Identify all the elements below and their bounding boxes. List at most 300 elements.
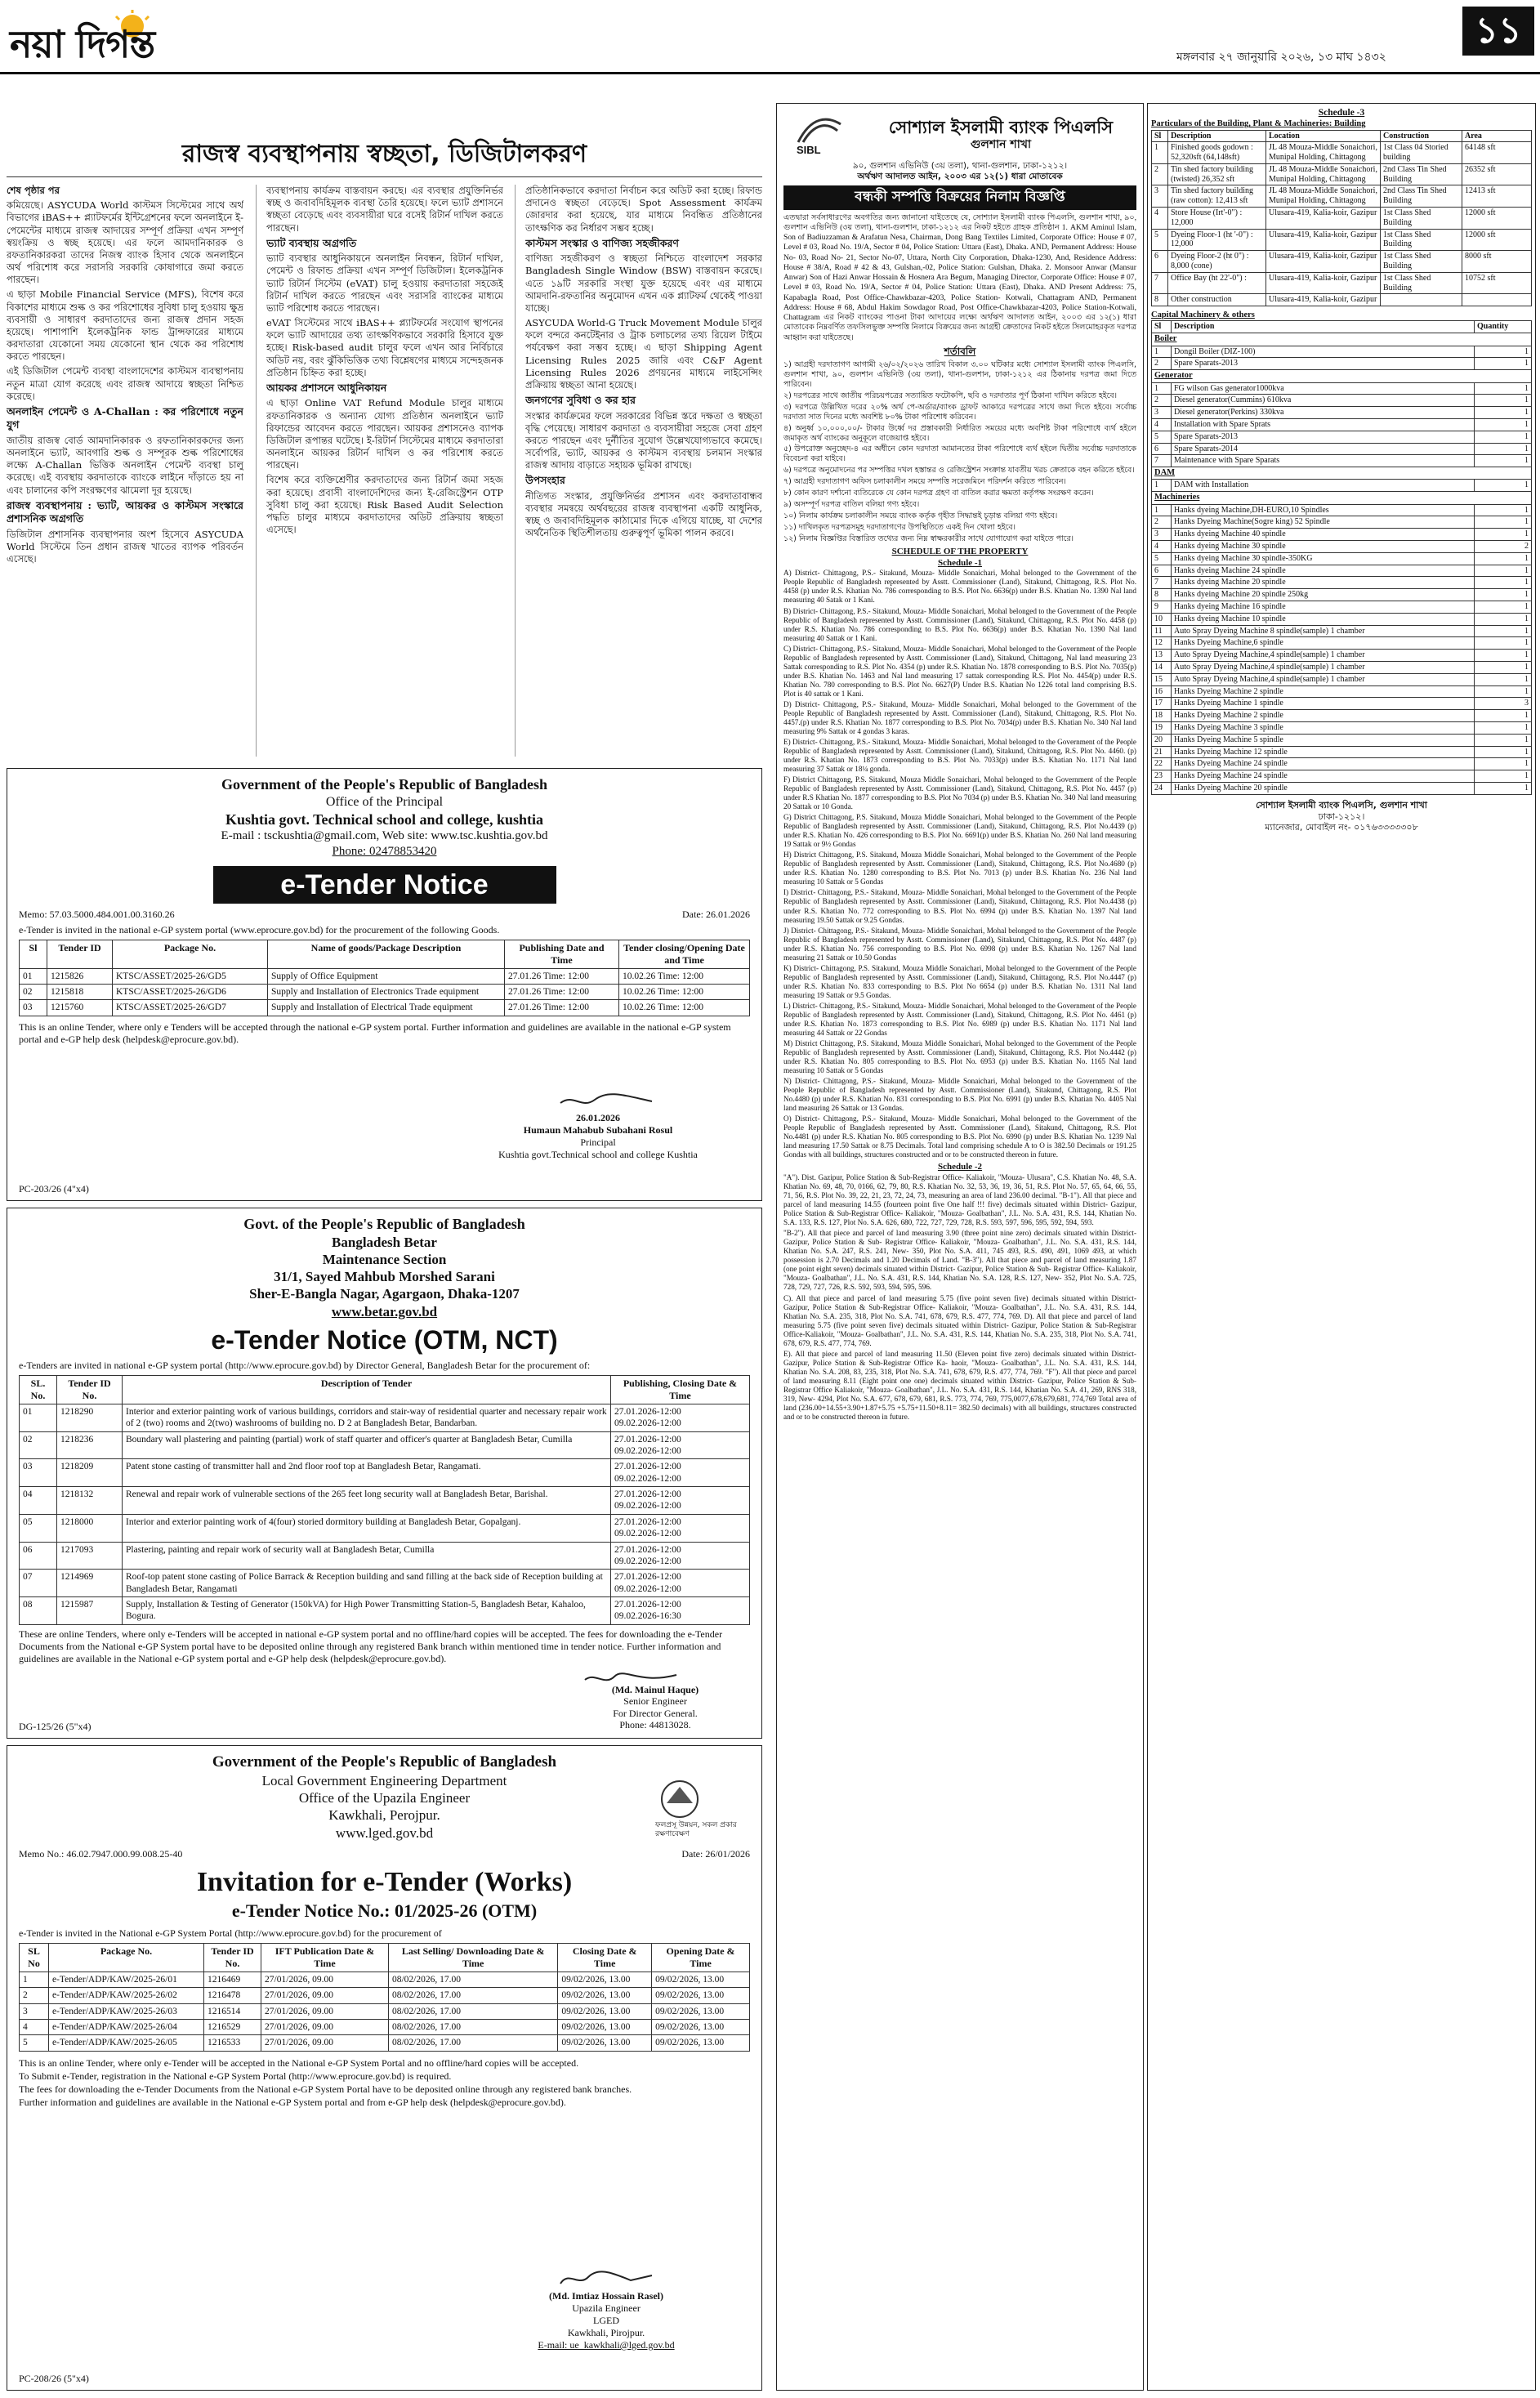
table-cell: 1 [1475,346,1532,358]
table-cell: Hanks Dyeing Machine(Sogre king) 52 Spindle [1172,516,1475,529]
term-item: ১০) নিলাম কার্যক্রম চলাকালীন সময়ে ব্যাংক কর্তৃক গৃহীত সিদ্ধান্তই চূড়ান্ত বলিয়া গণ্য হইবে। [783,511,1058,521]
table-cell: 1 [1475,395,1532,407]
table-cell: 1 [1475,443,1532,455]
table-cell: 1 [1475,358,1532,370]
table-cell: 1 [1475,552,1532,565]
table-cell: 1 [1475,504,1532,516]
footer-city: ঢাকা-১২১২। [1318,810,1365,822]
table-cell: 1 [1475,382,1532,395]
table-cell: 1 [1152,504,1172,516]
table-header [20,940,750,968]
schedule-item: G) District Chittagong, P.S. Sitakund, Mouza Middle Sonaichari, Mohal belonged to the Government of the People Republic of Bangladesh represented by Asstt. Commissioner (Land), Sitakund, Chittagong, R.S. Plot No.4439 (p) under R.S. Khatian No. 426 corresponding to B.S. Plot No. 6691(p) under B.S. Khatian No. 260 Nal land measuring 19 Sattak or 9½ Gondas [783,813,1136,849]
table-cell: 1 [1152,382,1172,395]
table-cell: Plastering, painting and repair work of security wall at Bangladesh Betar, Cumilla [123,1542,611,1570]
newspaper-logo [10,10,198,67]
building-table [1151,130,1532,307]
table-cell: 1216469 [204,1972,261,1987]
table-cell: Auto Spray Dyeing Machine,4 spindle(sample) 1 chamber [1172,650,1475,662]
table-cell: Dongil Boiler (DIZ-100) [1172,346,1475,358]
table-cell: Supply and Installation of Electronics Trade equipment [268,984,505,999]
schedule-1-heading: Schedule -1 [937,557,983,568]
table-row [20,1487,750,1515]
col-header: Package No. [49,1943,204,1972]
notice-title: Invitation for e-Tender (Works) [196,1866,573,1897]
term-item: ২) দরপত্রের সাথে জাতীয় পরিচয়পত্রের সত্যায়িত ফটোকপি, ছবি ও দরদাতার পূর্ণ ঠিকানা দাখিল করিতে হইবে। [783,391,1117,400]
table-cell: 11 [1152,625,1172,637]
table-cell: 14 [1152,662,1172,674]
table-row [1152,758,1532,770]
table-cell: 12000 sft [1462,208,1532,230]
table-row [1152,685,1532,698]
table-cell: 2 [1152,395,1172,407]
table-cell: 20 [1152,734,1172,746]
table-cell: 1215760 [47,1000,113,1016]
table-cell: 10752 sft [1462,272,1532,294]
table-cell: 27/01/2026, 09.00 [261,1988,389,2003]
table-cell: 09/02/2026, 13.00 [652,1972,750,1987]
table-row [1152,455,1532,467]
table-cell: Hanks Dyeing Machine 24 spindle [1172,758,1475,770]
govt-line: Government of the People's Republic of Bangladesh [212,1753,557,1771]
table-row [1152,443,1532,455]
table-cell: 3 [1152,407,1172,419]
table-cell: Diesel generator(Perkins) 330kva [1172,407,1475,419]
table-row [1152,637,1532,650]
table-cell: 03 [20,1459,57,1487]
masthead-rule [0,72,1540,74]
table-row [20,1570,750,1597]
table-cell: 09/02/2026, 13.00 [558,1972,652,1987]
article-subhead: জনগণের সুবিধা ও কর হার [525,394,636,407]
table-cell: Interior and exterior painting work of various buildings, corridors and stair-way of residential quarter and necessary repair work of 2 (two) rooms and 2(two) washrooms of building no. D 2 at Bangladesh Betar, Bandarban. [123,1404,611,1431]
location-line: Kawkhali, Perojpur. [328,1807,440,1824]
col-header: Publishing, Closing Date & Time [611,1375,750,1404]
article-text: বিশেষ করে ব্যক্তিশ্রেণীর করদাতাদের জন্য রিটার্ন জমা সহজ করা হয়েছে। প্রবাসী বাংলাদেশিদের জন্য ই-রেজিস্ট্রেশন OTP সুবিধা চালু করা হয়েছে। Risk Based Audit Selection পদ্ধতি চালুর মাধ্যমে করদাতাদের অডিট প্রক্রিয়ায় স্বচ্ছতা এসেছে। [266,474,503,536]
table-cell: JL 48 Mouza-Middle Sonaichori, Munipal Holding, Chittagong [1266,163,1381,185]
table-cell: 1216529 [204,2019,261,2034]
table-cell: 8 [1152,589,1172,601]
table-cell: 5 [1152,552,1172,565]
table-row [1152,142,1532,164]
article-text: ডিজিটাল প্রশাসনিক ব্যবস্থাপনার অংশ হিসেবে ASYCUDA World সিস্টেমে তিন প্রধান রাজস্ব খাতের ব্যাপক পরিবর্তন এসেছে। [7,528,243,565]
table-cell: 1st Class Shed Building [1381,229,1462,251]
table-cell: e-Tender/ADP/KAW/2025-26/01 [49,1972,204,1987]
table-cell: 6 [1152,251,1168,273]
schedule-footer: সোশ্যাল ইসলামী ব্যাংক পিএলসি, গুলশান শাখা [1256,799,1427,810]
memo: Memo No.: 46.02.7947.000.99.008.25-40 [19,1847,183,1860]
table-cell: 10.02.26 Time: 12:00 [619,968,750,984]
article-text: এ ছাড়া Mobile Financial Service (MFS), বিশেষ করে বিকাশের মাধ্যমে শুল্ক ও কর পরিশোধের সুবিধা চালু হওয়ায় ক্ষুদ্র ব্যবসায়ী ও সাধারণ করদাতাদের জন্য রাজস্ব প্রদান সহজ হয়েছে। পাশাপাশি ইলেকট্রনিক ফান্ড ট্রান্সফারের মাধ্যমে করদাতারা যেকোনো সময় যেকোনো স্থান থেকে কর পরিশোধ করতে পারছেন। [7,288,243,363]
col-header: Location [1266,130,1381,142]
table-cell: 27/01/2026, 09.00 [261,1972,389,1987]
memo: Memo: 57.03.5000.484.001.00.3160.26 [19,908,175,920]
table-cell: 1st Class Shed Building [1381,251,1462,273]
schedule-item: N) District- Chittagong, P.S.- Sitakund, Mouza- Middle Sonaichari, Mohal belonged to the Government of the People Republic of Bangladesh represented by Asstt. Commissioner (Land), Sitakund, Chittagong, R.S. Plot No.4480 (p) under R.S. Khatian No. 831 corresponding to B.S. Plot No. 6991 (p) under B.S. Khatian No. 4405 Nal land measuring 26 Sattak or 13 Gondas. [783,1077,1136,1113]
office-line: Office of the Upazila Engineer [298,1790,471,1806]
article-subhead: কাস্টমস সংস্কার ও বাণিজ্য সহজীকরণ [525,236,679,249]
bank-name: সোশ্যাল ইসলামী ব্যাংক পিএলসি [888,118,1114,138]
table-cell: 27.01.2026-12:00 09.02.2026-12:00 [611,1514,750,1542]
table-cell: 1 [1475,673,1532,685]
col-header: Tender ID No. [204,1943,261,1972]
institution-line: Kushtia govt. Technical school and college, kushtia [225,810,544,828]
schedule-3-subtitle: Particulars of the Building, Plant & Machineries: Building [1151,119,1366,129]
table-cell: 1214969 [57,1570,123,1597]
table-cell: 01 [20,1404,57,1431]
table-cell: 27.01.2026-12:00 09.02.2026-12:00 [611,1459,750,1487]
table-cell: 4 [1152,208,1168,230]
table-cell: JL 48 Mouza-Middle Sonaichori, Munipal Holding, Chittagong [1266,142,1381,164]
table-cell: 09/02/2026, 13.00 [558,2035,652,2051]
col-header: Closing Date & Time [558,1943,652,1972]
auction-intro: এতদ্বারা সর্বসাধারণের অবগতির জন্য জানানো যাইতেছে যে, সোশ্যাল ইসলামী ব্যাংক পিএলসি, গুলশান শাখা, ৯০, গুলশান এভিনিউ (৩য় তলা), থানা-গুলশান, ঢাকা-১২১২ এর নিকট হইতে গ্রাহক প্রতিষ্ঠান 1. AKM Aminul Islam, Son of Badiuzzaman & Arafatun Nesa, Chairman, Dong Bang Textiles Limited, Corporate Office: House # 07, Level # 03, Road No. 19/A, Sector # 04, Police Station: Uttara (East), Dhaka. AND, Permanent Address: House No- 03, Road No- 21, Sector No-07, Uttara, North City Corporation, Dhaka-1230, And, Residence Address: House # 38/A, Road # 42 & 43, Gulshan,-02, Police Station: Gulshan, Dhaka. 2. Monsoor Anwar (Mansur Anwar) Son of Hazi Anwar Hossain & Hosnera Ara Begum, Managing Director, Corporate Office: House # 07, Level # 03, Road No. 19/A, Sector # 04, Police Station: Uttara (East), Dhaka. AND Present Address: 75, Kapabagla Road, Post Office-Chawkbazar-4203, Police Station- Kotwali, Chattagram AND, Permanent Address: House # 68, Abdul Hakim Sowdagor Road, Post Office-Chawkbazar-4203, Police Station-Kotwali, Chattagram এর নিকট ব্যাংকের পাওনা টাকা আদায়ের লক্ষ্যে অর্থঋণ আদালত আইন, ২০০৩ এর ১২(১) ধারা মোতাবেক নিম্নবর্ণিত তফসিলভুক্ত সম্পত্তি নিলামে বিক্রয়ের জন্য আগ্রহী ক্রেতাদের নিকট হইতে সিলমোহরকৃত দরপত্র আহ্বান করা যাইতেছে। [783,212,1136,342]
table-cell: 03 [20,1000,47,1016]
office-line: Office of the Principal [325,794,444,809]
table-cell: Dyeing Floor-1 (ht '-0") : 12,000 [1168,229,1266,251]
table-cell: KTSC/ASSET/2025-26/GD5 [113,968,268,984]
table-cell: 1215818 [47,984,113,999]
table-cell: 04 [20,1487,57,1515]
term-item: ১২) নিলাম বিজ্ঞপ্তির বিস্তারিত তথ্যের জন্য নিম্ন স্বাক্ষরকারীর সাথে যোগাযোগ করা যাইতে পারে। [783,534,1074,543]
table-cell: Store House (Irt'-0") : 12,000 [1168,208,1266,230]
table-row [1152,552,1532,565]
col-header: Description [1172,321,1475,333]
table-cell: 15 [1152,673,1172,685]
bank-header [783,109,1136,161]
table-cell: e-Tender/ADP/KAW/2025-26/02 [49,1988,204,2003]
table-cell: Hanks Dyeing Machine,6 spindle [1172,637,1475,650]
table-cell: e-Tender/ADP/KAW/2025-26/05 [49,2035,204,2051]
table-cell: 22 [1152,758,1172,770]
table-row [1152,650,1532,662]
table-cell: 01 [20,968,47,984]
table-row [20,1542,750,1570]
table-cell: DAM with Installation [1172,480,1475,492]
signatory-name: (Md. Mainul Haque) [611,1684,699,1695]
section-name: Boiler [1152,333,1532,346]
schedule-heading: SCHEDULE OF THE PROPERTY [891,546,1029,556]
signature-date: 26.01.2026 [576,1112,620,1123]
article-text: কমিয়েছে। ASYCUDA World কাস্টমস সিস্টেমের সাথে অর্থ বিভাগের iBAS++ প্ল্যাটফর্মের ইন্টিগ্রেশনের ফলে অনলাইনে ই-পেমেন্টের মাধ্যমে রাজস্ব আদায়ের সম্পূর্ণ প্রক্রিয়া এখন সম্পূর্ণ স্বয়ংক্রিয় ও স্বচ্ছ হয়েছে। এর ফলে আমদানিকারক ও রফতানিকারকরা তাদের নিজস্ব ব্যাংক হিসাব থেকে অনলাইনে অর্থ পরিশোধ করে সরাসরি সরকারি কোষাগারে জমা করতে পারছেন। [7,199,243,286]
notice-subtitle: e-Tender Notice No.: 01/2025-26 (OTM) [231,1900,538,1922]
date-line: মঙ্গলবার ২৭ জানুয়ারি ২০২৬, ১৩ মাঘ ১৪৩২ [1176,51,1386,64]
table-cell: 2nd Class Tin Shed Building [1381,163,1462,185]
term-item: ১) আগ্রহী দরদাতাগণ আগামী ২৬/০২/২০২৬ তারিখ বিকাল ৩.০০ ঘটিকার মধ্যে সোশ্যাল ইসলামী ব্যাংক পিএলসি, গুলশান শাখা, ৯০, গুলশান এভিনিউ (৩য় তলা), থানা-গুলশান, ঢাকা-১২১২ এর ঠিকানায় দরপত্র জমা দিতে পারিবেন। [783,359,1136,389]
footer-note: This is an online Tender, where only e Tenders will be accepted through the national e-GP system portal. Further information and guidelines are available in the national e-GP system portal and e-GP help desk (helpdesk@eprocure.gov.bd). [19,1020,731,1045]
table-cell: 10.02.26 Time: 12:00 [619,984,750,999]
term-item: ৯) অসম্পূর্ণ দরপত্র বাতিল বলিয়া গণ্য হইবে। [783,500,920,510]
schedule-item: K) District- Chittagong, P.S. Sitakund, Mouza Middle Sonaichari, Mohal belonged to the Government of the People Republic of Bangladesh represented by Asstt. Commissioner (Land), Sitakund, Chittagong, R.S. Plot No.4447 (p) under R.S. Khatian No. 833 corresponding to B.S. Plot No 6654 (p) under B.S. Khatian No. 1311 Nal land measuring 19 Sattak or 9.5 Gondas. [783,963,1136,999]
schedule-item: E) District- Chittagong, P.S.- Sitakund, Mouza- Middle Sonaichari, Mohal belonged to the Government of the People Republic of Bangladesh represented by Asstt. Commissioner (Land), Sitakund, Chittagong, R.S. Plot No. 4460. (p) under R.S. Khatian No. 1873 corresponding to B.S. Plot No. 7033(p) under B.S. Khatian No. 1171 Nal land measuring 37 Sattak or 18¼ gonda. [783,737,1136,774]
sibl-logo [783,113,857,157]
betar-tender-notice [7,1208,762,1739]
article [7,139,762,760]
term-item: ৬) দরপত্রে অনুমোদনের পর সম্পত্তির দখল হস্তান্তর ও রেজিস্ট্রেশন সংক্রান্ত যাবতীয় খরচ ক্রেতাকে বহন করিতে হইবে। [783,466,1135,476]
table-cell: 1 [1475,734,1532,746]
article-subhead: অনলাইন পেমেন্ট ও A-Challan : কর পরিশোধে নতুন যুগ [7,404,243,431]
table-cell: Hanks dyeing Machine 20 spindle [1172,577,1475,589]
col-header: Description [1168,130,1266,142]
table-row [20,1514,750,1542]
table-cell: 4 [20,2019,49,2034]
table-cell: Renewal and repair work of vulnerable sections of the 265 feet long security wall at Bangladesh Betar, Barishal. [123,1487,611,1515]
table-cell: Hanks dyeing Machine 24 spindle [1172,565,1475,577]
table-row [20,2035,750,2051]
table-cell: 09/02/2026, 13.00 [558,1988,652,2003]
sibl-logo-icon [795,113,844,145]
article-text: এই ডিজিটাল পেমেন্ট ব্যবস্থা বাংলাদেশের কাস্টমস ব্যবস্থাপনায় নতুন মাত্রা যোগ করেছে এবং রাজস্ব আদায়ে স্বচ্ছতা নিশ্চিত করেছে। [7,365,243,402]
col-header: Area [1462,130,1532,142]
headline-rule [7,176,762,177]
table-cell: 1217093 [57,1542,123,1570]
table-row [1152,770,1532,783]
section-name: Generator [1152,370,1532,382]
table-cell: 4 [1152,418,1172,431]
article-column-1 [7,185,243,757]
table-cell: Boundary wall plastering and painting (partial) work of staff quarter and officer's quarter at Bangladesh Betar, Cumilla [123,1431,611,1459]
table-cell: 7 [1152,272,1168,294]
table-cell: e-Tender/ADP/KAW/2025-26/04 [49,2019,204,2034]
signatory-title: Upazila Engineer [572,2302,641,2314]
logo-caption: ফলপ্রসূ উন্নয়ন, সকল প্রকার রক্ষণাবেক্ষণ [655,1821,737,1839]
table-row [20,1000,750,1016]
table-cell: 1 [1475,577,1532,589]
signatory-for: For Director General. [613,1707,698,1719]
table-cell: 6 [1152,443,1172,455]
table-cell: Ulusara-419, Kalia-koir, Gazipur [1266,229,1381,251]
article-column-2 [266,185,503,757]
table-row [1152,382,1532,395]
table-cell: Spare Sparats-2014 [1172,443,1475,455]
intro: e-Tenders are invited in national e-GP system portal (http://www.eprocure.gov.bd) by Director General, Bangladesh Betar for the procurement of: [19,1359,591,1371]
lged-tender-notice [7,1745,762,2391]
schedule-item: "B-2"). All that piece and parcel of land measuring 3.90 (three point nine zero) decimals situated within District- Gazipur, Police Station & Sub- Registrar Office- Kaliakoir, "Mouza- Goalbathan", J.L. No. S.A. 431, R.S. 144, Khatian No. S.A. 247, R.S. 241, New- 350, Plot No. S.A. 411, 745 493, R.S. 490, 491, 1069 493, at which possession is 2.70 Decimals and 1.20 Decimals of Land. "B-3"). All that piece and parcel of land measuring 1.87 (one point eight seven) decimals situated within District- Gazipur, Police Station & Sub- Registrar Office- Kaliakoir, "Mouza- Goalbathan", J.L. No. S.A. 431, R.S. 144, Khatian No. S.A. 128, R.S. 127, New- 352, Plot No. S.A. 725, 728, 729, 727, 726, R.S. 592, 593, 594, 595, 596. [783,1229,1136,1292]
page-number: ১১ [1462,7,1534,56]
schedule-item: F) District Chittagong, P.S. Sitakund, Mouza Middle Sonaichari, Mohal belonged to the Government of the People Republic of Bangladesh represented by Asstt. Commissioner (Land), Sitakund, Chittagong, R.S. Plot No. 4457 (p) under R.S Khatian No. 1877 corresponding to B.S. Plot No 7034 (p) under B.S. Khatian No. 340 Nal land measuring 20 Sattak or 10 Gonda. [783,775,1136,811]
table-cell: Supply, Installation & Testing of Generator (150kVA) for High Power Transmitting Station-5, Bangladesh Betar, Kahaloo, Bogura. [123,1597,611,1625]
table-row [1152,208,1532,230]
table-row [1152,395,1532,407]
table-cell: 4 [1152,541,1172,553]
masthead [0,0,1540,90]
table-cell: 10 [1152,613,1172,625]
table-cell: 9 [1152,601,1172,614]
table-cell: 1218236 [57,1431,123,1459]
table-row [1152,782,1532,794]
table-cell: Supply and Installation of Electrical Trade equipment [268,1000,505,1016]
term-item: ১১) দাখিলকৃত দরপত্রসমূহ দরদাতাগণের উপস্থিতিতে একই দিন খোলা হইবে। [783,523,1016,533]
schedule-item: B) District- Chittagong, P.S.- Sitakund, Mouza- Middle Sonaichari, Mohal belonged to the Government of the People Republic of Bangladesh represented by Asstt. Commissioner (Land), Sitakund, Chittagong, R.S. Plot No. 4458 (p) under R.S. Khatian No. 786 corresponding to B.S. Plot No. 6636(p) under B.S. Khatian No. 1390 Nal land measuring 40 Sattak or 1 Kani. [783,606,1136,642]
table-row [1152,734,1532,746]
section-row [1152,370,1532,382]
column-divider [515,185,516,757]
signatory-org: Kushtia govt.Technical school and college Kushtia [498,1149,698,1160]
table-cell: Finished goods godown : 52,320sft (64,148sft) [1168,142,1266,164]
table-row [20,968,750,984]
table-cell: 1 [1475,650,1532,662]
phone-line: Phone: 02478853420 [332,844,437,858]
table-row [1152,746,1532,758]
website-line: www.lged.gov.bd [335,1824,434,1841]
table-cell: 1216514 [204,2003,261,2019]
intro: e-Tender is invited in the national e-GP system portal (www.eprocure.gov.bd) for the procurement of the following Goods. [19,923,500,936]
table-cell: KTSC/ASSET/2025-26/GD6 [113,984,268,999]
col-header: Name of goods/Package Description [268,940,505,968]
table-cell: 1 [1152,346,1172,358]
table-cell: Maintenance with Spare Sparats [1172,455,1475,467]
footer-note: This is an online Tender, where only e-Tender will be accepted in the National e-GP System Portal and no offline/hard copies will be accepted. [19,2056,579,2069]
table-cell: 27/01/2026, 09.00 [261,2019,389,2034]
signature-mark [557,2269,655,2289]
bank-address: ৯০, গুলশান এভিনিউ (৩য় তলা), থানা-গুলশান, ঢাকা-১২১২। [852,161,1068,171]
table-row [1152,431,1532,443]
address-line: 31/1, Sayed Mahbub Morshed Sarani [274,1269,495,1284]
table-row [1152,480,1532,492]
table-cell: 26352 sft [1462,163,1532,185]
table-cell: Hanks Dyeing Machine 2 spindle [1172,685,1475,698]
schedule-item: H) District Chittagong, P.S. Sitakund, Mouza Middle Sonaichari, Mohal belonged to the Government of the People Republic of Bangladesh represented by Asstt. Commissioner (Land), Sitakund, Chittagong, R.S. Plot No.4680 (p) under R.S. Khatian No. 1280 corresponding to B.S. Plot No. 7013 (p) under B.S. Khatian No. 236 Nal land measuring 10 Sattak or 5 Gondas [783,851,1136,886]
notice-date: Date: 26/01/2026 [681,1847,750,1860]
article-text: ASYCUDA World-G Truck Movement Module চালুর ফলে বন্দরে কনটেইনার ও ট্রাক চলাচলের তথ্য রিয়েল টাইমে পর্যবেক্ষণ করা সম্ভব হচ্ছে। এ ছাড়া Shipping Agent Licensing Rules 2025 জারি এবং C&F Agent Licensing Rules 2026 প্রণয়নের মাধ্যমে লাইসেন্সিং প্রক্রিয়ায় স্বচ্ছতা আনা হয়েছে। [525,317,762,391]
table-cell: 27.01.26 Time: 12:00 [505,984,619,999]
table-cell: 1 [1152,142,1168,164]
table-row [1152,504,1532,516]
schedule-item: O) District- Chittagong, P.S.- Sitakund, Mouza- Middle Sonaichari, Mohal belonged to the Government of the People Republic of Bangladesh represented by Asstt. Commissioner (Land), Sitakund, Chittagong, R.S. Plot No.4481 (p) under R.S. Khatian No. 805 corresponding to B.S. Plot No. 6990 (p) under B.S. Khatian No. 1239 Nal land measuring 17.50 Sattak or 8.75 Decimals. Total land comprising schedule A to O is 382.50 Decimals or 191.25 Gondas with all buildings, structures constructed and or to be constructed thereon in future. [783,1114,1136,1159]
article-text: eVAT সিস্টেমের সাথে iBAS++ প্ল্যাটফর্মের সংযোগ স্থাপনের ফলে ভ্যাট আদায়ের তথ্য তাৎক্ষণিকভাবে সরকারি হিসাবে যুক্ত হচ্ছে। Risk-based audit চালুর ফলে এখন আর নির্বিচারে অডিট নয়, বরং ঝুঁকিভিত্তিক তথ্য বিশ্লেষণের মাধ্যমে সন্দেহজনক প্রতিষ্ঠান চিহ্নিত করা হচ্ছে। [266,317,503,378]
table-cell: 1st Class Shed Building [1381,208,1462,230]
signatory-title: Senior Engineer [623,1695,687,1708]
schedule-2-list [783,1173,1136,1422]
term-item: ৫) উপরোক্ত অনুচ্ছেদ-৪ এর অধীনে কোন দরদাতা আমানতের টাকা পরিশোধে ব্যর্থ হইলে দ্বিতীয় সর্বোচ্চ দরদাতাকে বিবেচনা করা যাইবে। [783,444,1136,464]
footer-contact: ম্যানেজার, মোবাইল নং- ০১৭৬৩৩৩৩৩০৮ [1265,822,1418,833]
schedule-item: E). All that piece and parcel of land measuring 11.50 (Eleven point five zero) decimals situated within District- Gazipur, Police Station & Sub-Registrar Office Ka- haoir, "Mouza- Goalbathan", J.L. No. S.A. 431, R.S. 144, Khatian No. S.A. 208, 83, 235, 318, Plot No. S.A. 741, 678, 679, R.S. 477, 774, 769. "F"). All that piece and parcel of land measuring 8.11 (Eight point one one) decimals situated within District- Gazipur, Police Station & Sub-Registrar Office Kaliakoir, "Mouza- Goalbathan", J.L. No. S.A. 431, R.S. 144, Khatian No. S.A. 41, 269, RNS 318, 319, New- 4294, Plot No. S.A. 677, 678, 679, 681, R.S. 773, 774, 769, 775,0077,678,679,681, 774,769 Total area of land (236.00+14.55+3.90+1.87+5.75 +5.75+11.50+8.11= 382.50 decimals) with all buildings, structures constructed and or to be constructed thereon in future. [783,1349,1136,1421]
logo-text: SIBL [797,144,821,156]
table-cell: Hanks dyeing Machine 20 spindle 250kg [1172,589,1475,601]
table-cell: 27.01.2026-12:00 09.02.2026-12:00 [611,1404,750,1431]
article-text: বাণিজ্য সহজীকরণ ও স্বচ্ছতা নিশ্চিতে বাংলাদেশ সরকার Bangladesh Single Window (BSW) বাস্তবায়ন করেছে। এতে ১৯টি সরকারি সংস্থা যুক্ত হয়েছে এবং এর মাধ্যমে আমদানি-রফতানির অনুমোদন এখন এক প্ল্যাটফর্ম থেকেই পাওয়া যাচ্ছে। [525,252,762,314]
table-cell: Hanks dyeing Machine 16 spindle [1172,601,1475,614]
table-row [1152,673,1532,685]
schedule-3 [1147,103,1536,2391]
table-cell: 27.01.2026-12:00 09.02.2026-16:30 [611,1597,750,1625]
footer-note: To Submit e-Tender, registration in the National e-GP System Portal (http://www.eprocure.gov.bd) is required. [19,2070,452,2082]
article-text: ভ্যাট ব্যবস্থার আধুনিকায়নে অনলাইন নিবন্ধন, রিটার্ন দাখিল, পেমেন্ট ও রিফান্ড প্রক্রিয়া এখন সম্পূর্ণ ডিজিটাল। ইলেকট্রনিক ভ্যাট রিটার্ন সিস্টেম (eVAT) চালু হওয়ায় করদাতারা সহজেই রিটার্ন দাখিল করতে পারছেন এবং সরাসরি ব্যাংকের মাধ্যমে ভ্যাট পরিশোধ করতে পারছেন। [266,252,503,314]
table-cell: 3 [1475,698,1532,710]
table-cell: 2 [1152,516,1172,529]
table-cell: 8 [1152,294,1168,306]
table-row [20,1988,750,2003]
table-row [20,2019,750,2034]
table-row [1152,710,1532,722]
table-cell: 17 [1152,698,1172,710]
table-cell: 05 [20,1514,57,1542]
table-cell: 5 [1152,431,1172,443]
table-cell: 64148 sft [1462,142,1532,164]
footer-note: These are online Tenders, where only e-Tenders will be accepted in national e-GP system portal and no offline/hard copies will be accepted. The fees for downloading the e-Tender Documents from the National e-GP System portal have to be deposited online through any registered Bank branch within mentioned time in tender notice. Further information and guidelines are available in the National e-GP system portal and e-GP help desk (helpdesk@eprocure.gov.bd). [19,1628,723,1664]
table-cell: Ulusara-419, Kalia-koir, Gazipur [1266,294,1381,306]
signature-mark [557,1092,655,1110]
table-cell: Patent stone casting of transmitter hall and 2nd floor roof top at Bangladesh Betar, Rangamati. [123,1459,611,1487]
table-cell: Auto Spray Dyeing Machine,4 spindle(sample) 1 chamber [1172,673,1475,685]
table-cell: Hanks Dyeing Machine 5 spindle [1172,734,1475,746]
table-cell: 1 [1475,770,1532,783]
article-subhead: উপসংহার [525,474,565,487]
table-cell: Dyeing Floor-2 (ht 0") : 8,000 (cone) [1168,251,1266,273]
contact-line: E-mail : tsckushtia@gmail.com, Web site: www.tsc.kushtia.gov.bd [221,829,548,842]
govt-line: Govt. of the People's Republic of Bangladesh [243,1216,525,1232]
logo-text: নয়া দিগন্ত [10,22,155,66]
table-cell: 27.01.2026-12:00 09.02.2026-12:00 [611,1487,750,1515]
table-cell: 16 [1152,685,1172,698]
table-cell: 1 [1475,601,1532,614]
table-row [1152,541,1532,553]
table-row [20,1459,750,1487]
table-cell: 1216478 [204,1988,261,2003]
table-cell: Hanks Dyeing Machine 3 spindle [1172,721,1475,734]
table-row [20,2003,750,2019]
table-cell: 1 [1475,529,1532,541]
col-header: Sl [1152,321,1172,333]
table-cell: 1 [1475,407,1532,419]
table-cell: 1 [1152,480,1172,492]
table-cell: 1215826 [47,968,113,984]
term-item: ৩) দরপত্রে উল্লিখিত দরের ২০% অর্থ পে-অর্ডার/ব্যাংক ড্রাফট আকারে দরপত্রের সাথে জমা দিতে হইবে। সর্বোচ্চ দরদাতা সাত দিনের মধ্যে অবশিষ্ট ৮০% টাকা পরিশোধ করিবেন। [783,402,1136,422]
ad-code: PC-208/26 (5"x4) [19,2373,89,2384]
table-header [1152,321,1532,333]
signatory-email: E-mail: ue_kawkhali@lged.gov.bd [538,2339,675,2351]
machinery-table [1151,320,1532,794]
section-line: Maintenance Section [322,1251,447,1267]
table-cell: 5 [1152,229,1168,251]
table-row [1152,613,1532,625]
article-column-3 [525,185,762,757]
dept-line: Local Government Engineering Department [261,1772,507,1788]
table-cell: Ulusara-419, Kalia-koir, Gazipur [1266,272,1381,294]
footer-note: Further information and guidelines are available in the National e-GP System portal and from e-GP help desk (helpdesk@eprocure.gov.bd). [19,2097,566,2109]
table-row [20,1404,750,1431]
signatory-phone: Phone: 44813028. [619,1719,691,1731]
table-cell: 1 [1475,516,1532,529]
col-header: SL. No. [20,1375,57,1404]
tender-table [19,940,750,1016]
table-row [1152,589,1532,601]
table-row [1152,294,1532,306]
schedule-1-list [783,569,1136,1159]
table-row [20,1972,750,1987]
table-cell: 1 [1475,662,1532,674]
table-cell: 1218209 [57,1459,123,1487]
table-cell: 1 [1475,710,1532,722]
table-cell: 1 [1475,613,1532,625]
table-cell: Spare Sparats-2013 [1172,358,1475,370]
column-divider [256,185,257,757]
table-cell: 1 [1475,685,1532,698]
term-item: ৪) অনুর্ধ্ব ১০,০০০,০০/- টাকার উর্ধ্বে দর প্রস্তাবকারী নির্ধারিত সময়ের মধ্যে অবশিষ্ট টাকা পরিশোধে ব্যর্থ হইলে জমাকৃত অর্থ ব্যাংকের অনুকূলে বাজেয়াপ্ত হইবে। [783,423,1136,443]
schedule-item: J) District- Chittagong, P.S.- Sitakund, Mouza- Middle Sonaichari, Mohal belonged to the Government of the People Republic of Bangladesh represented by Asstt. Commissioner (Land), Sitakund, Chittagong, R.S. Plot No. 4487 (p) under R.S. Khatian No. 756 corresponding to B.S. Plot No. 6998 (p) under B.S. Khatian No. 1267 Nal land measuring 21 Sattak or 10.50 Gondas [783,926,1136,962]
col-header: Construction [1381,130,1462,142]
table-cell: 08/02/2026, 17.00 [388,1988,557,2003]
intro: e-Tender is invited in the National e-GP System Portal (http://www.eprocure.gov.bd) for the procurement of [19,1927,442,1939]
table-cell: 2 [1475,541,1532,553]
table-row [1152,662,1532,674]
table-cell [1381,294,1462,306]
table-cell: 09/02/2026, 13.00 [652,1988,750,2003]
table-cell: 1 [1475,637,1532,650]
schedule-3-title: Schedule -3 [1318,108,1365,118]
table-cell: Hanks Dyeing Machine 12 spindle [1172,746,1475,758]
table-cell: 27/01/2026, 09.00 [261,2035,389,2051]
table-row [1152,407,1532,419]
